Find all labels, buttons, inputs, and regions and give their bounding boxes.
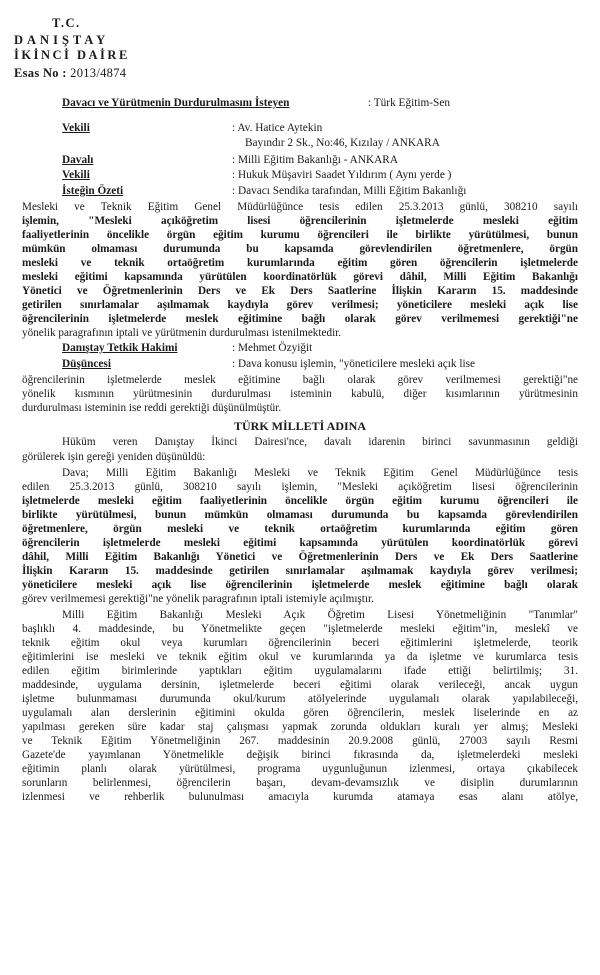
regulation-line: teknik eğitim okul veya kurumları öğrencilerinin beceri eğitimlerini işletmelerde, teorik (22, 637, 578, 649)
regulation-line: edilen eğitim birimlerinde yaptıkları eğitim uygulamalarını ifade ettiği belirtilmiş; 31. (22, 665, 578, 677)
case-line (22, 536, 578, 550)
opinion-line: durdurulması isteminin ise reddi gerektiği düşünülmüştür. (22, 402, 282, 414)
opinion-label: Düşüncesi (62, 358, 111, 370)
case-line-bold: işletmelerde mesleki eğitim faaliyetlerinin öncelikle örgün eğitim kurumu öğrencileri ile (22, 495, 578, 507)
summary-line-bold: işlemin, "Mesleki açıköğretim lisesi öğrencilerinin işletmelerde mesleki eğitim (22, 215, 578, 227)
regulation-line: uygulamalı alan derslerinin eğitimini okulda gören öğrencilerin, meslek liselerinde en az (22, 707, 578, 719)
summary-line (22, 284, 578, 298)
case-line (22, 564, 578, 578)
judge-label: Danıştay Tetkik Hakimi (62, 342, 178, 354)
defendant-counsel-label: Vekili (62, 169, 90, 181)
regulation-line: Gazete'de yayımlanan Yönetmelikle değişik birinci fıkrasında da, işletmelerdeki mesleki (22, 749, 578, 761)
summary-line-bold: Yönetici ve Öğretmenlerinin Ders ve Ek Ders Saatlerine İlişkin Kararın 15. maddesinde (22, 285, 578, 297)
regulation-line: eğitimin planlı olarak yürütülmesi, programa uygunluğunun izlenmesi, ortaya çıkabilecek (22, 763, 578, 775)
case-line-bold: İlişkin Kararın 15. maddesinde getirilen sınırlamalar aşılmamak kaydıyla görev verilmesi; (22, 565, 578, 577)
summary-line (22, 270, 578, 284)
case-line (22, 508, 578, 522)
summary-line (22, 312, 578, 326)
esas-number: 2013/4874 (70, 66, 127, 80)
regulation-line: Milli Eğitim Bakanlığı Mesleki Açık Öğretim Lisesi Yönetmeliğinin "Tanımlar" (62, 609, 578, 621)
regulation-line: başlıklı 4. maddesinde, bu Yönetmelikte geçen "işletmelerde mesleki eğitim"in, meslekî ve (22, 623, 578, 635)
summary-line (22, 256, 578, 270)
summary-line (22, 214, 578, 228)
summary-line-bold: faaliyetlerinin öncelikle örgün eğitim kurumu öğrencileri ile birlikte yürütülmesi, bunun (22, 229, 578, 241)
case-line-full: edilen 25.3.2013 günlü, 308210 sayılı işlemin, "Mesleki açıköğretim lisesi öğrencilerinin (22, 481, 578, 493)
summary-line-bold: öğrencilerinin işletmelerde meslek eğitimine bağlı olarak görev verilmemesi gerektiği"ne (22, 313, 578, 325)
plaintiff-label: Davacı ve Yürütmenin Durdurulmasını İsteyen (62, 97, 290, 109)
defendant-label: Davalı (62, 154, 94, 166)
regulation-line: izlenmesi ve rehberlik bulunulması amacıyla kurumda atamaya esas alanı atölye, (22, 791, 578, 803)
summary-line (22, 228, 578, 242)
case-line: görev verilmemesi gerektiği"ne yönelik paragrafının iptali istemiyle açılmıştır. (22, 593, 374, 605)
regulation-line: işletme bulunmaması durumunda okul/kurum atölyelerinde uygulamalı olarak yapılabileceği, (22, 693, 578, 705)
header-esas (14, 66, 126, 81)
defendant-counsel-value: : Hukuk Müşaviri Saadet Yıldırım ( Aynı yerde ) (232, 169, 452, 181)
verdict-line: görülerek işin gereği yeniden düşünüldü: (22, 451, 206, 463)
case-line (22, 494, 578, 508)
regulation-line: eğitimlerini ise mesleki ve teknik eğitim okul ve kurumlarında ya da işletme ve kurumlarca tesis (22, 651, 578, 663)
case-line-bold: dâhil, Milli Eğitim Bakanlığı Yönetici ve Öğretmenlerinin Ders ve Ek Ders Saatlerine (22, 551, 578, 563)
summary-line: yönelik paragrafının iptali ve yürütmenin durdurulması istenilmektedir. (22, 327, 342, 339)
case-line (22, 522, 578, 536)
case-line (22, 550, 578, 564)
defendant-value: : Milli Eğitim Bakanlığı - ANKARA (232, 154, 399, 166)
header-court: DANIŞTAY (14, 33, 110, 47)
header-chamber: İKİNCİ DAİRE (14, 48, 130, 62)
summary-line (22, 242, 578, 256)
case-line-bold: öğretmenlere, örgün mesleki ve teknik ortaöğretim kurumlarında eğitim gören (22, 523, 578, 535)
case-line (22, 578, 578, 592)
opinion-line: öğrencilerinin işletmelerde meslek eğitimine bağlı olarak görev verilmemesi gerektiği"ne (22, 374, 578, 386)
header-tc: T.C. (52, 16, 81, 30)
summary-line: Mesleki ve Teknik Eğitim Genel Müdürlüğünce tesis edilen 25.3.2013 günlü, 308210 sayılı (22, 201, 578, 213)
esas-label: Esas No : (14, 66, 67, 80)
summary-line-bold: mesleki ve teknik ortaöğretim kurumlarında eğitim gören öğrencilerin işletmelerde (22, 257, 578, 269)
regulation-line: yapılması gereken süre kadar staj çalışması yapmak zorunda oldukları kuralı yer almış; Mesleki (22, 721, 578, 733)
opinion-line: yönelik kısmının yürütmesinin durdurulması isteminin kabulü, diğer kısımlarının yürütmesinin (22, 388, 578, 400)
request-summary-label: İsteğin Özeti (62, 185, 124, 197)
case-line-bold: yöneticilere mesleki açık lise öğrencilerinin işletmelerde meslek eğitimine bağlı olarak (22, 579, 578, 591)
request-summary-first-line: : Davacı Sendika tarafından, Milli Eğitim Bakanlığı (232, 185, 467, 197)
plaintiff-counsel-address: Bayındır 2 Sk., No:46, Kızılay / ANKARA (245, 137, 440, 149)
case-line-bold: birlikte yürütülmesi, bunun mümkün olmaması durumunda bu kapsamda görevlendirilen (22, 509, 578, 521)
plaintiff-counsel-label: Vekili (62, 122, 90, 134)
plaintiff-value: : Türk Eğitim-Sen (368, 97, 451, 109)
summary-line-bold: getirilen sınırlamalar aşılmamak kaydıyla görev verilmesi; yöneticilere mesleki açık lise (22, 299, 578, 311)
plaintiff-counsel-value: : Av. Hatice Aytekin (232, 122, 323, 134)
case-line-bold: öğrencilerin işletmelerde mesleki eğitimi kapsamında yürütülen koordinatörlük görevi (22, 537, 578, 549)
decision-title: TÜRK MİLLETİ ADINA (233, 419, 367, 433)
judge-value: : Mehmet Özyiğit (232, 342, 313, 354)
summary-line (22, 298, 578, 312)
regulation-line: maddesinde, uygulama dersinin, işletmelerde beceri eğitimi olarak verileceği, ancak uygun (22, 679, 578, 691)
verdict-line: Hüküm veren Danıştay İkinci Dairesi'nce, davalı idarenin birinci savunmasının geldiği (62, 436, 578, 448)
regulation-line: sorunların belirlenmesi, öğrencilerin başarı, devam-devamsızlık ve disiplin durumlarının (22, 777, 578, 789)
summary-line-bold: mesleki eğitimi kapsamında yürütülen koordinatörlük görevi dâhil, Milli Eğitim Bakanlığı (22, 271, 578, 283)
opinion-first-line: : Dava konusu işlemin, "yöneticilere mesleki açık lise (232, 358, 476, 370)
summary-line-bold: mümkün olmaması durumunda bu kapsamda görevlendirilen öğretmenlere, örgün (22, 243, 578, 255)
case-line: Dava; Milli Eğitim Bakanlığı Mesleki ve Teknik Eğitim Genel Müdürlüğünce tesis (62, 467, 578, 479)
regulation-line: ve Teknik Eğitim Yönetmeliğinin 267. maddesinin 20.9.2008 günlü, 27003 sayılı Resmi (22, 735, 578, 747)
